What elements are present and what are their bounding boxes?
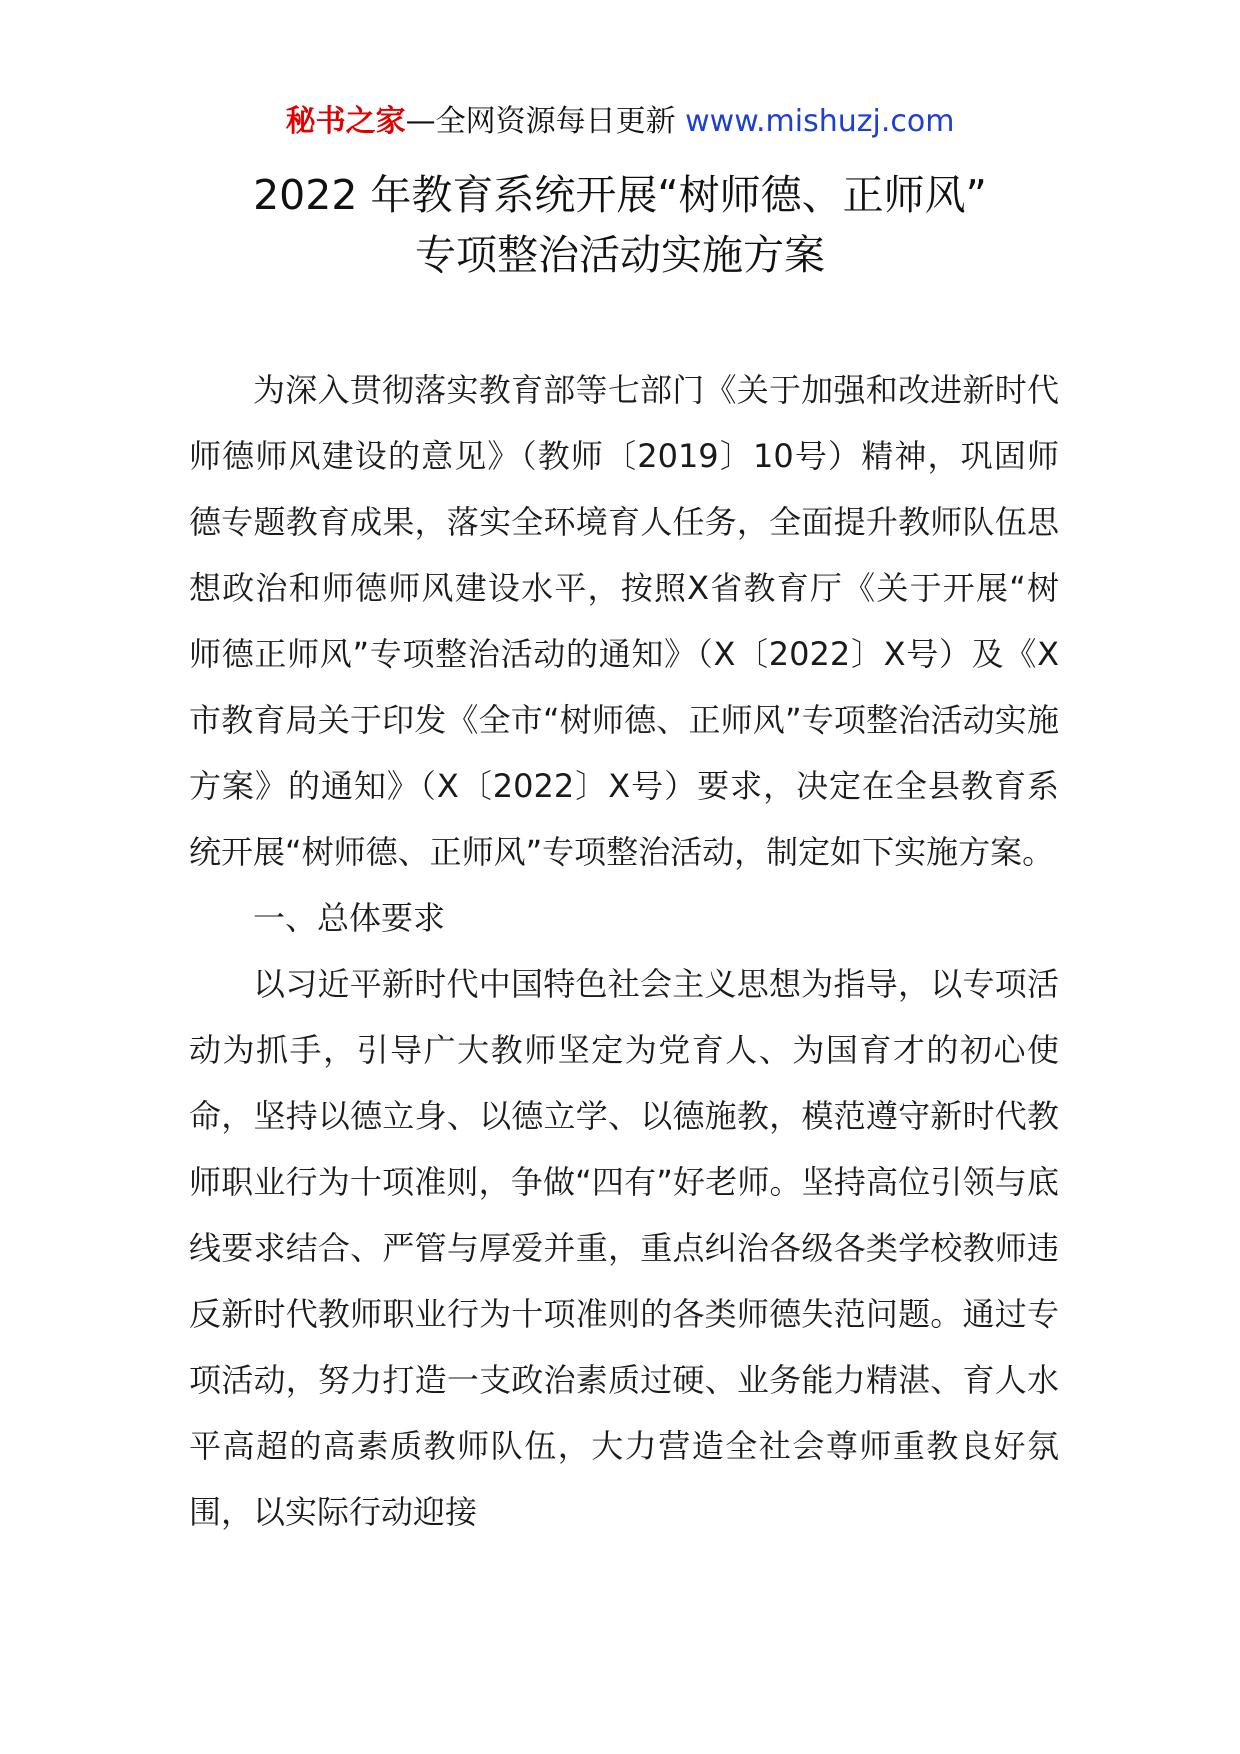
site-header <box>0 100 1240 144</box>
brand-name: 秘书之家 <box>285 104 406 139</box>
document-title <box>0 165 1240 285</box>
title-line-1: 2022 年教育系统开展“树师德、正师风” <box>253 171 987 219</box>
document-body <box>189 357 1059 1545</box>
general-requirements-paragraph: 以习近平新时代中国特色社会主义思想为指导，以专项活动为抓手，引导广大教师坚定为党育人、为国育才的初心使命，坚持以德立身、以德立学、以德施教，模范遵守新时代教师职业行为十项准则，争做“四有”好老师。坚持高位引领与底线要求结合、严管与厚爱并重，重点纠治各级各类学校教师违反新时代教师职业行为十项准则的各类师德失范问题。通过专项活动，努力打造一支政治素质过硬、业务能力精湛、育人水平高超的高素质教师队伍，大力营造全社会尊师重教良好氛围，以实际行动迎接 <box>189 965 1059 1531</box>
title-line-2: 专项整治活动实施方案 <box>415 231 825 279</box>
intro-paragraph: 为深入贯彻落实教育部等七部门《关于加强和改进新时代师德师风建设的意见》（教师〔2019〕10号）精神，巩固师德专题教育成果，落实全环境育人任务，全面提升教师队伍思想政治和师德师风建设水平，按照X省教育厅《关于开展“树师德正师风”专项整治活动的通知》（X〔2022〕X号）及《X市教育局关于印发《全市“树师德、正师风”专项整治活动实施方案》的通知》（X〔2022〕X号）要求，决定在全县教育系统开展“树师德、正师风”专项整治活动，制定如下实施方案。 <box>189 371 1059 871</box>
header-slogan: —全网资源每日更新 <box>405 104 686 139</box>
section-heading-general-requirements: 一、总体要求 <box>253 899 446 937</box>
site-url-link[interactable]: www.mishuzj.com <box>685 104 955 139</box>
